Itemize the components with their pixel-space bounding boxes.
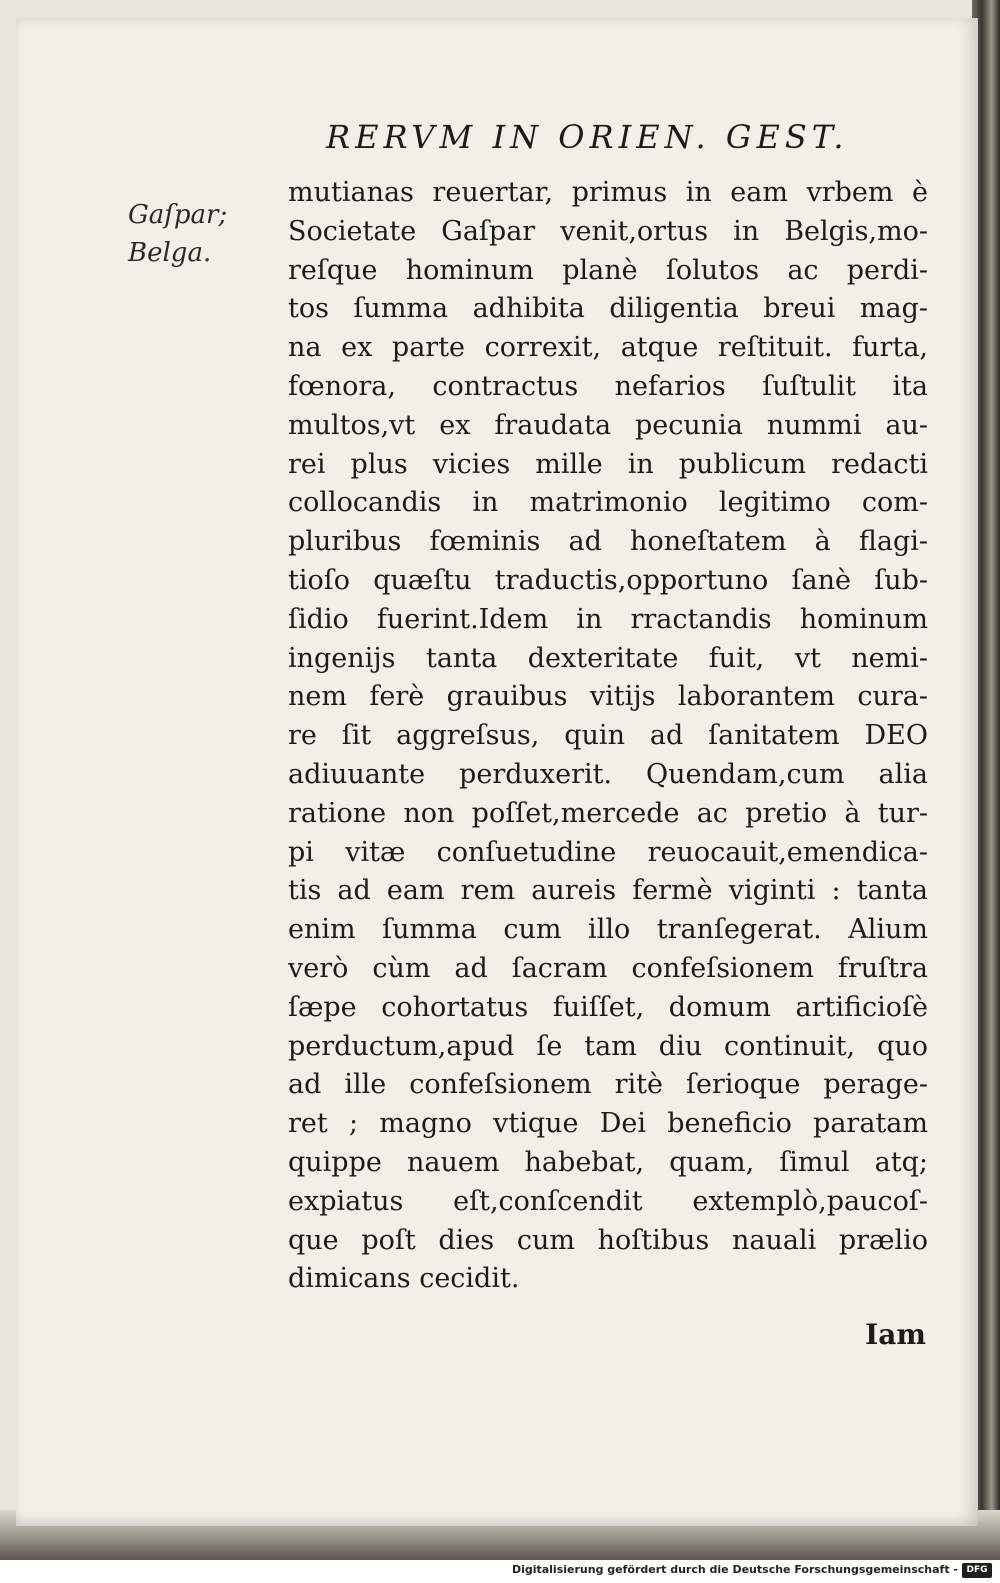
text-line: tis ad eam rem aureis fermè viginti : tanta (288, 875, 928, 907)
text-line: re ſit aggreſsus, quin ad ſanitatem DEO (288, 720, 928, 752)
text-line: pluribus fœminis ad honeſtatem à flagi- (288, 526, 928, 558)
text-line: pi vitæ conſuetudine reuocauit,emendica- (288, 836, 928, 868)
text-line: ſæpe cohortatus fuiſſet, domum artificioſè (288, 991, 928, 1023)
text-line: reſque hominum planè ſolutos ac perdi- (288, 254, 928, 286)
text-line: perductum,apud ſe tam diu continuit, quo (288, 1030, 928, 1062)
text-line: na ex parte correxit, atque reſtituit. furta, (288, 332, 928, 364)
text-line: rei plus vicies mille in publicum redacti (288, 448, 928, 480)
text-line: tos ſumma adhibita diligentia breui mag- (288, 293, 928, 325)
text-line: multos,vt ex fraudata pecunia nummi au- (288, 409, 928, 441)
text-line: Societate Gaſpar venit,ortus in Belgis,mo- (288, 215, 928, 247)
running-head: RERVM IN ORIEN. GEST. (326, 118, 849, 156)
footer-credit: Digitalisierung gefördert durch die Deutsche Forschungsgemeinschaft - (511, 1563, 958, 1576)
text-line: dimicans cecidit. (288, 1263, 520, 1295)
text-line: ſidio fuerint.Idem in rractandis hominum (288, 603, 928, 635)
text-line: adiuuante perduxerit. Quendam,cum alia (288, 758, 928, 790)
margin-note-line: Gaſpar; (128, 200, 228, 230)
margin-note (128, 196, 258, 272)
text-line: collocandis in matrimonio legitimo com- (288, 487, 928, 519)
text-line: ret ; magno vtique Dei beneficio paratam (288, 1108, 928, 1140)
text-line: ad ille confeſsionem ritè ſerioque perage- (288, 1069, 928, 1101)
catchword: Iam (865, 1318, 926, 1351)
text-line: tioſo quæſtu traductis,opportuno ſanè ſub- (288, 564, 928, 596)
text-line: quippe nauem habebat, quam, ſimul atq; (288, 1146, 928, 1178)
body-text (288, 174, 928, 1299)
text-line: verò cùm ad ſacram confeſsionem fruſtra (288, 952, 928, 984)
margin-note-line: Belga. (128, 238, 212, 268)
dfg-logo-icon: DFG (962, 1563, 992, 1578)
text-line: mutianas reuertar, primus in eam vrbem è (288, 177, 928, 208)
text-line: enim ſumma cum illo tranſegerat. Alium (288, 914, 928, 946)
text-line: ratione non poſſet,mercede ac pretio à tur- (288, 797, 928, 829)
text-line: expiatus eſt,conſcendit extemplò,paucoſ- (288, 1185, 928, 1217)
text-line: ingenijs tanta dexteritate fuit, vt nemi- (288, 642, 928, 674)
text-line: nem ferè grauibus vitijs laborantem cura- (288, 681, 928, 713)
text-line: que poſt dies cum hoſtibus nauali prælio (288, 1224, 928, 1256)
text-line: fœnora, contractus nefarios ſuſtulit ita (288, 370, 928, 402)
book-page (16, 18, 978, 1526)
